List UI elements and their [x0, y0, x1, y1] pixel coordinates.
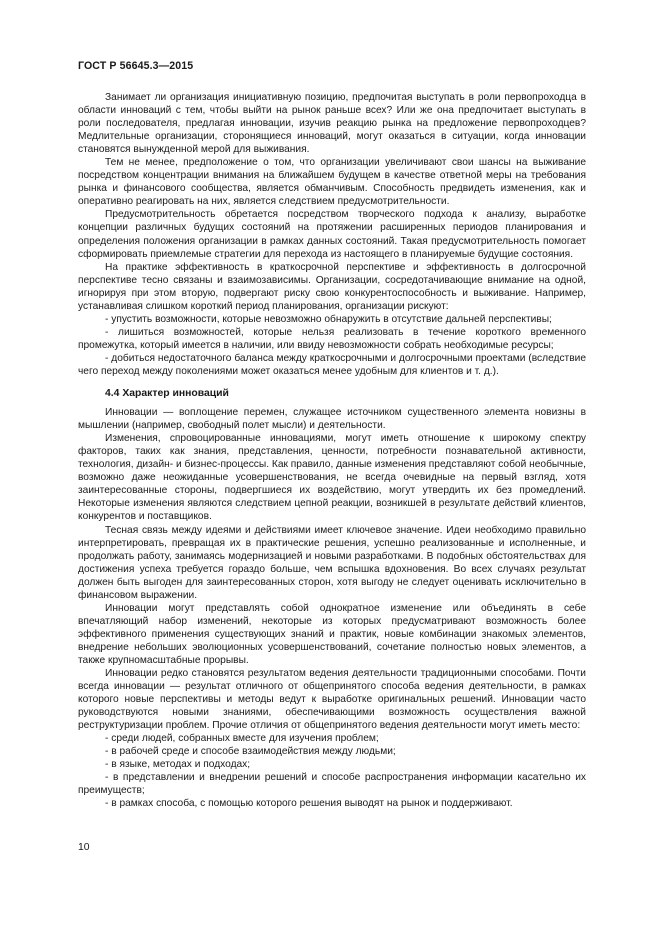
paragraph: Инновации редко становятся результатом ведения деятельности традиционными способами. Почти всегда инновации — результат отличного от общепринятого способа ведения деятельности, в рамках которого новые перспективы и методы ведут к выработке оригинальных решений. Инновации часто руководствуются новыми знаниями, обеспечивающими возможность осуществления важной реструктуризации проблем. Прочие отличия от общепринятого ведения деятельности могут иметь место:: [78, 668, 586, 732]
paragraph: Инновации — воплощение перемен, служащее источником существенного элемента новизны в мышлении (например, свободный полет мысли) и деятельности.: [78, 407, 586, 432]
list-item: - среди людей, собранных вместе для изучения проблем;: [105, 733, 379, 745]
paragraph: Тем не менее, предположение о том, что организации увеличивают свои шансы на выживание посредством концентрации внимания на ближайшем будущем в качестве ответной меры на требования рынка и финансового сообщества, является обманчивым. Способность предвидеть изменения, как и оперативно реагировать на них, является следствием предусмотрительности.: [78, 157, 586, 208]
paragraph: Предусмотрительность обретается посредством творческого подхода к анализу, выработке концепции различных будущих состояний на протяжении расширенных периодов планирования и определения положения организации в рамках данных состояний. Такая предусмотрительность помогает сформировать приемлемые стратегии для перехода из настоящего в планируемые будущие состояния.: [78, 209, 586, 260]
section-title: 4.4 Характер инноваций: [105, 388, 229, 400]
paragraph: Тесная связь между идеями и действиями имеет ключевое значение. Идеи необходимо правильно интерпретировать, превращая их в практические решения, успешно реализованные и исполненные, и продолжать работу, занимаясь модернизацией и новыми разработками. В подобных обстоятельствах для достижения успеха требуется гораздо больше, чем вспышка вдохновения. Во всех случаях результат должен быть выгоден для заинтересованных сторон, хотя выгоду не следует оценивать исключительно в финансовом выражении.: [78, 524, 586, 601]
page-number: 10: [78, 842, 90, 853]
list-item: - упустить возможности, которые невозможно обнаружить в отсутствие дальней перспективы;: [105, 313, 552, 325]
paragraph: Инновации могут представлять собой однократное изменение или объединять в себе впечатляющий набор изменений, некоторые из которых предусматривают возможность более эффективного применения существующих знаний и практик, новые комбинации знакомых элементов, внедрение небольших эволюционных усовершенствований, сочетание полностью новых элементов, а также крупномасштабные прорывы.: [78, 602, 586, 666]
paragraph: На практике эффективность в краткосрочной перспективе и эффективность в долгосрочной перспективе тесно связаны и взаимозависимы. Организации, сосредотачивающие внимание на одной, игнорируя при этом вторую, подвергают риску свою конкурентоспособность и выживание. Например, устанавливая слишком короткий период планирования, организации рискуют:: [78, 261, 586, 312]
list-item: - в языке, методах и подходах;: [105, 759, 251, 771]
document-header: ГОСТ Р 56645.3—2015: [78, 60, 194, 72]
list-item: - лишиться возможностей, которые нельзя реализовать в течение короткого временного промежутка, который имеется в наличии, или ввиду невозможности собрать необходимые ресурсы;: [78, 326, 586, 351]
list-item: - в рабочей среде и способе взаимодействия между людьми;: [105, 746, 396, 758]
document-body: [78, 91, 586, 811]
list-item: - в представлении и внедрении решений и способе распространения информации касательно их преимуществ;: [78, 772, 586, 797]
list-item: - добиться недостаточного баланса между краткосрочными и долгосрочными проектами (вследствие чего переход между поколениями может оказаться менее удобным для клиентов и т. д.).: [78, 352, 586, 377]
list-item: - в рамках способа, с помощью которого решения выводят на рынок и поддерживают.: [105, 798, 513, 810]
paragraph: Изменения, спровоцированные инновациями, могут иметь отношение к широкому спектру факторов, таких как знания, представления, ценности, потребности познавательной активности, технология, дизайн- и бизнес-процессы. Как правило, данные изменения представляют собой необычные, возможно даже неожиданные усовершенствования, не всегда очевидные на первый взгляд, хотя заинтересованные стороны, подвергшиеся их воздействию, могут утвердить их без промедлений. Некоторые изменения являются следствием цепной реакции, возникшей в результате действий клиентов, конкурентов и поставщиков.: [78, 433, 586, 523]
paragraph: Занимает ли организация инициативную позицию, предпочитая выступать в роли первопроходца в области инноваций с тем, чтобы выйти на рынок раньше всех? Или же она предпочитает выступать в роли последователя, предлагая инновации, изучив реакцию рынка на предложение первопроходцев? Медлительные организации, сторонящиеся инноваций, могут оказаться в ситуации, когда инновации становятся вынужденной мерой для выживания.: [78, 92, 586, 156]
